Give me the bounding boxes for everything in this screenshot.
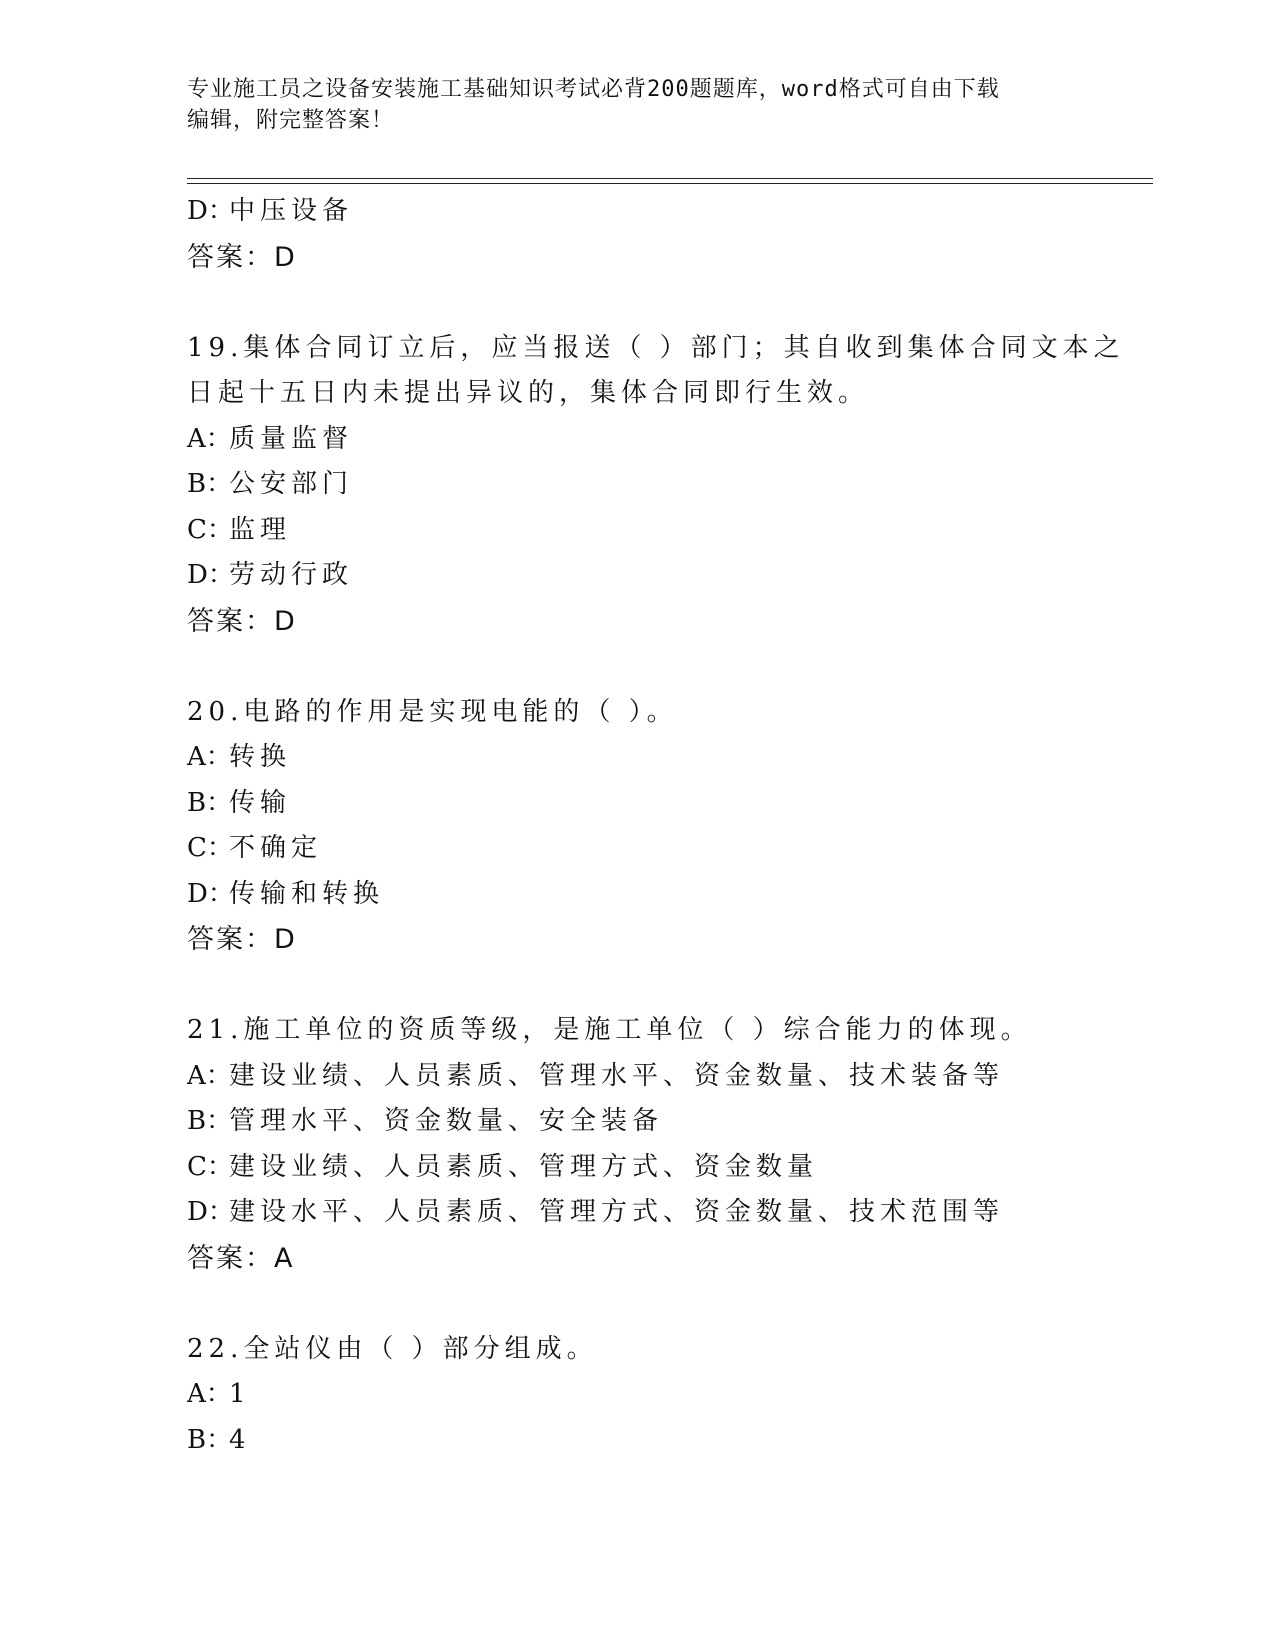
option-text: 4 <box>229 1424 251 1455</box>
q20-stem-line-1: 20.电路的作用是实现电能的（ ）。 <box>187 696 678 727</box>
header-line-1: 专业施工员之设备安装施工基础知识考试必背200题题库，word格式可自由下载 <box>187 77 1000 102</box>
option-label: B： <box>187 469 233 499</box>
q19-option-b <box>187 462 1127 508</box>
option-text: 劳动行政 <box>229 560 354 590</box>
question-list <box>187 189 1127 1463</box>
option-label: C： <box>187 833 233 863</box>
header-line-2: 编辑，附完整答案！ <box>187 108 395 133</box>
option-label: D： <box>187 560 234 590</box>
q19-stem-line-1: 19.集体合同订立后，应当报送（ ）部门；其自收到集体合同文本之 <box>187 332 1125 363</box>
q20-answer: 答案：D <box>187 924 297 955</box>
option-text: 建设水平、人员素质、管理方式、资金数量、技术范围等 <box>229 1197 1005 1227</box>
option-label: B： <box>187 787 233 818</box>
option-label: B： <box>187 1106 233 1136</box>
q19-option-c <box>187 508 1127 554</box>
spacer <box>187 644 1127 690</box>
option-text: 质量监督 <box>229 423 354 454</box>
option-label: D： <box>187 196 234 226</box>
option-label: C： <box>187 1151 233 1182</box>
q22-stem-line-1: 22.全站仪由（ ）部分组成。 <box>187 1333 598 1364</box>
option-text: 不确定 <box>229 833 323 863</box>
q19-stem-line-2: 日起十五日内未提出异议的，集体合同即行生效。 <box>187 378 870 408</box>
q21-option-a <box>187 1054 1127 1100</box>
option-text: 建设业绩、人员素质、管理方式、资金数量 <box>229 1151 819 1182</box>
option-text: 转换 <box>229 742 292 772</box>
q22-option-a <box>187 1372 1127 1418</box>
spacer <box>187 963 1127 1009</box>
header-divider-top <box>187 178 1153 179</box>
option-text: 建设业绩、人员素质、管理水平、资金数量、技术装备等 <box>229 1060 1005 1091</box>
q22-option-b <box>187 1418 1127 1464</box>
q21-option-c <box>187 1145 1127 1191</box>
q18-answer: 答案：D <box>187 241 297 273</box>
option-text: 传输 <box>229 787 292 818</box>
q21-answer: 答案：A <box>187 1242 295 1274</box>
q19-answer: 答案：D <box>187 605 297 637</box>
option-text: 1 <box>229 1379 251 1409</box>
header-divider-bottom <box>187 183 1153 184</box>
option-text: 中压设备 <box>229 196 354 226</box>
option-label: D： <box>187 878 234 909</box>
q20-option-d <box>187 872 1127 918</box>
q19-option-a <box>187 417 1127 463</box>
spacer <box>187 280 1127 326</box>
q20-option-a <box>187 735 1127 781</box>
q18-option-d <box>187 189 1127 235</box>
option-label: B： <box>187 1424 233 1455</box>
option-text: 管理水平、资金数量、安全装备 <box>229 1106 664 1136</box>
q21-option-b <box>187 1099 1127 1145</box>
q19-option-d <box>187 553 1127 599</box>
option-label: A： <box>187 1379 232 1409</box>
q20-option-c <box>187 826 1127 872</box>
option-label: A： <box>187 423 232 454</box>
option-text: 传输和转换 <box>229 878 385 909</box>
q21-stem-line-1: 21.施工单位的资质等级，是施工单位（ ）综合能力的体现。 <box>187 1015 1032 1045</box>
option-text: 监理 <box>229 514 292 545</box>
document-header <box>187 74 1067 136</box>
q20-option-b <box>187 781 1127 827</box>
q21-option-d <box>187 1190 1127 1236</box>
spacer <box>187 1281 1127 1327</box>
option-label: A： <box>187 742 232 772</box>
option-label: C： <box>187 514 233 545</box>
option-text: 公安部门 <box>229 469 354 499</box>
option-label: A： <box>187 1060 232 1091</box>
option-label: D： <box>187 1197 234 1227</box>
